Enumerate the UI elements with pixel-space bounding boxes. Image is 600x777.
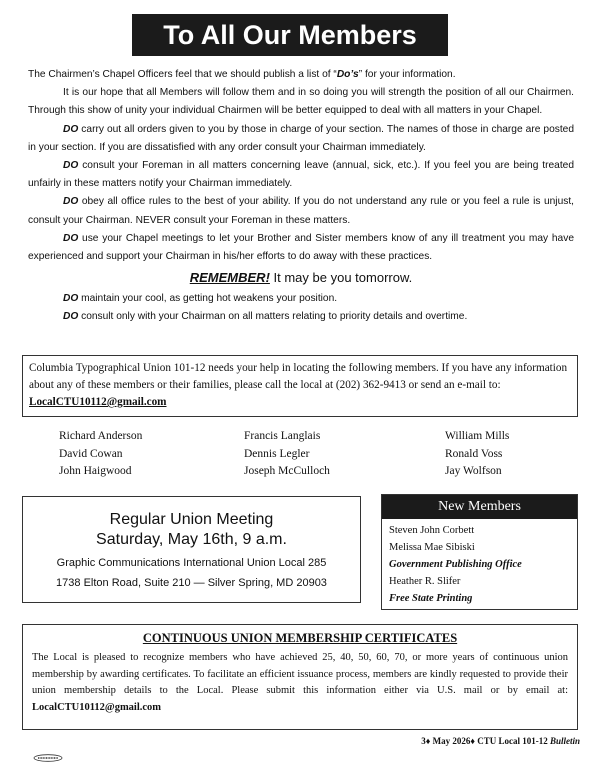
- member-name: William Mills: [445, 430, 510, 442]
- rule-text: carry out all orders given to you by those in charge of your section. The names of those in charge are posted in your section. If you are dissatisfied with any order consult your Chairman immediately.: [28, 123, 574, 153]
- new-member-employer: Government Publishing Office: [389, 559, 522, 570]
- meeting-organization: Graphic Communications International Union Local 285: [56, 557, 327, 569]
- hope-paragraph: It is our hope that all Members will follow them and in so doing you will strength the position of all our Chairmen. Through this show of unity your individual Chairmen will be better equipped to deal with all matters in your Chapel.: [28, 87, 574, 117]
- missing-members-column-3: [445, 428, 509, 481]
- intro-text-end: ” for your information.: [358, 69, 456, 80]
- rule-text: maintain your cool, as getting hot weakens your position.: [78, 293, 338, 305]
- new-member-name: Melissa Mae Sibiski: [389, 542, 475, 553]
- do-rule-1: [28, 121, 574, 157]
- new-member-name: Steven John Corbett: [389, 525, 475, 536]
- certificates-text: The Local is pleased to recognize members who have achieved 25, 40, 50, 60, 70, or more years of continuous union membership by awarding certificates. To facilitate an efficient issuance process, members are kindly requested to provide their union membership details to the Local. Please submit this information either via U.S. mail or by email at:: [32, 652, 568, 696]
- dos-word: Do’s: [336, 69, 359, 80]
- do-word: DO: [63, 311, 79, 323]
- locate-text: Columbia Typographical Union 101-12 needs your help in locating the following members. If you have any information about any of these members or their families, please call the local at (202) 362-9413 or send an e-mail to:: [29, 362, 568, 391]
- member-name: John Haigwood: [59, 465, 132, 477]
- do-word: DO: [63, 196, 79, 208]
- union-bug-logo-icon: [33, 754, 63, 762]
- member-name: David Cowan: [59, 447, 123, 460]
- locate-members-notice: [22, 355, 578, 417]
- member-name: Richard Anderson: [59, 430, 143, 442]
- remember-text: It may be you tomorrow.: [269, 270, 413, 286]
- intro-paragraph: [28, 66, 574, 84]
- new-members-list: [382, 519, 577, 610]
- do-rule-4: [28, 230, 574, 266]
- certificates-title: CONTINUOUS UNION MEMBERSHIP CERTIFICATES: [142, 631, 458, 645]
- meeting-title: Regular Union Meeting: [109, 511, 274, 528]
- meeting-notice: [22, 496, 361, 603]
- rule-text: consult your Foreman in all matters concerning leave (annual, sick, etc.). If you feel you are being treated unfairly in these matters notify your Chairman immediately.: [28, 160, 574, 190]
- member-name: Ronald Voss: [445, 447, 503, 460]
- intro-text: The Chairmen’s Chapel Officers feel that we should publish a list of “: [28, 69, 337, 80]
- member-name: Francis Langlais: [244, 430, 321, 442]
- diamond-icon: ♦: [425, 736, 431, 746]
- do-word: DO: [63, 123, 79, 135]
- missing-members-column-2: [244, 428, 330, 481]
- issue-date: May 2026: [432, 736, 471, 746]
- remember-word: REMEMBER!: [189, 270, 270, 286]
- certificates-body: [32, 650, 568, 716]
- remember-line: [28, 266, 574, 290]
- do-word: DO: [63, 232, 79, 244]
- new-members-heading: New Members: [382, 495, 577, 519]
- do-rule-5: [28, 290, 574, 308]
- publication-name: Bulletin: [549, 736, 580, 746]
- contact-email-link[interactable]: LocalCTU10112@gmail.com: [29, 396, 167, 408]
- meeting-address: 1738 Elton Road, Suite 210 — Silver Spring, MD 20903: [56, 577, 327, 589]
- footer-organization: CTU Local 101-12: [477, 736, 548, 746]
- page-title: To All Our Members: [132, 14, 448, 56]
- rule-text: obey all office rules to the best of your ability. If you do not understand any rule or you feel a rule is unjust, consult your Chairman. NEVER consult your Foreman in these matters.: [28, 196, 574, 226]
- meeting-date: Saturday, May 16th, 9 a.m.: [96, 531, 287, 548]
- new-members-box: [381, 494, 578, 610]
- member-name: Jay Wolfson: [445, 465, 502, 477]
- do-rule-2: [28, 157, 574, 193]
- do-word: DO: [63, 293, 79, 305]
- do-rule-3: [28, 193, 574, 229]
- page-number: 3: [421, 736, 426, 746]
- do-rule-6: [28, 308, 574, 326]
- member-name: Joseph McCulloch: [244, 465, 330, 477]
- new-member-name: Heather R. Slifer: [389, 576, 461, 587]
- certificates-notice: [22, 624, 578, 730]
- diamond-icon: ♦: [470, 736, 475, 746]
- page-footer: [421, 736, 580, 746]
- do-word: DO: [63, 160, 79, 172]
- member-name: Dennis Legler: [244, 447, 310, 460]
- certificates-email-link[interactable]: LocalCTU10112@gmail.com: [32, 701, 162, 713]
- new-member-employer: Free State Printing: [389, 593, 473, 604]
- missing-members-column-1: [59, 428, 142, 481]
- rule-text: use your Chapel meetings to let your Brother and Sister members know of any ill treatment you may have experienced and support your Chairman in his/her efforts to do away with these practices.: [28, 232, 574, 263]
- rule-text: consult only with your Chairman on all matters relating to priority details and overtime.: [78, 311, 468, 323]
- chapel-dos-list: [28, 66, 574, 327]
